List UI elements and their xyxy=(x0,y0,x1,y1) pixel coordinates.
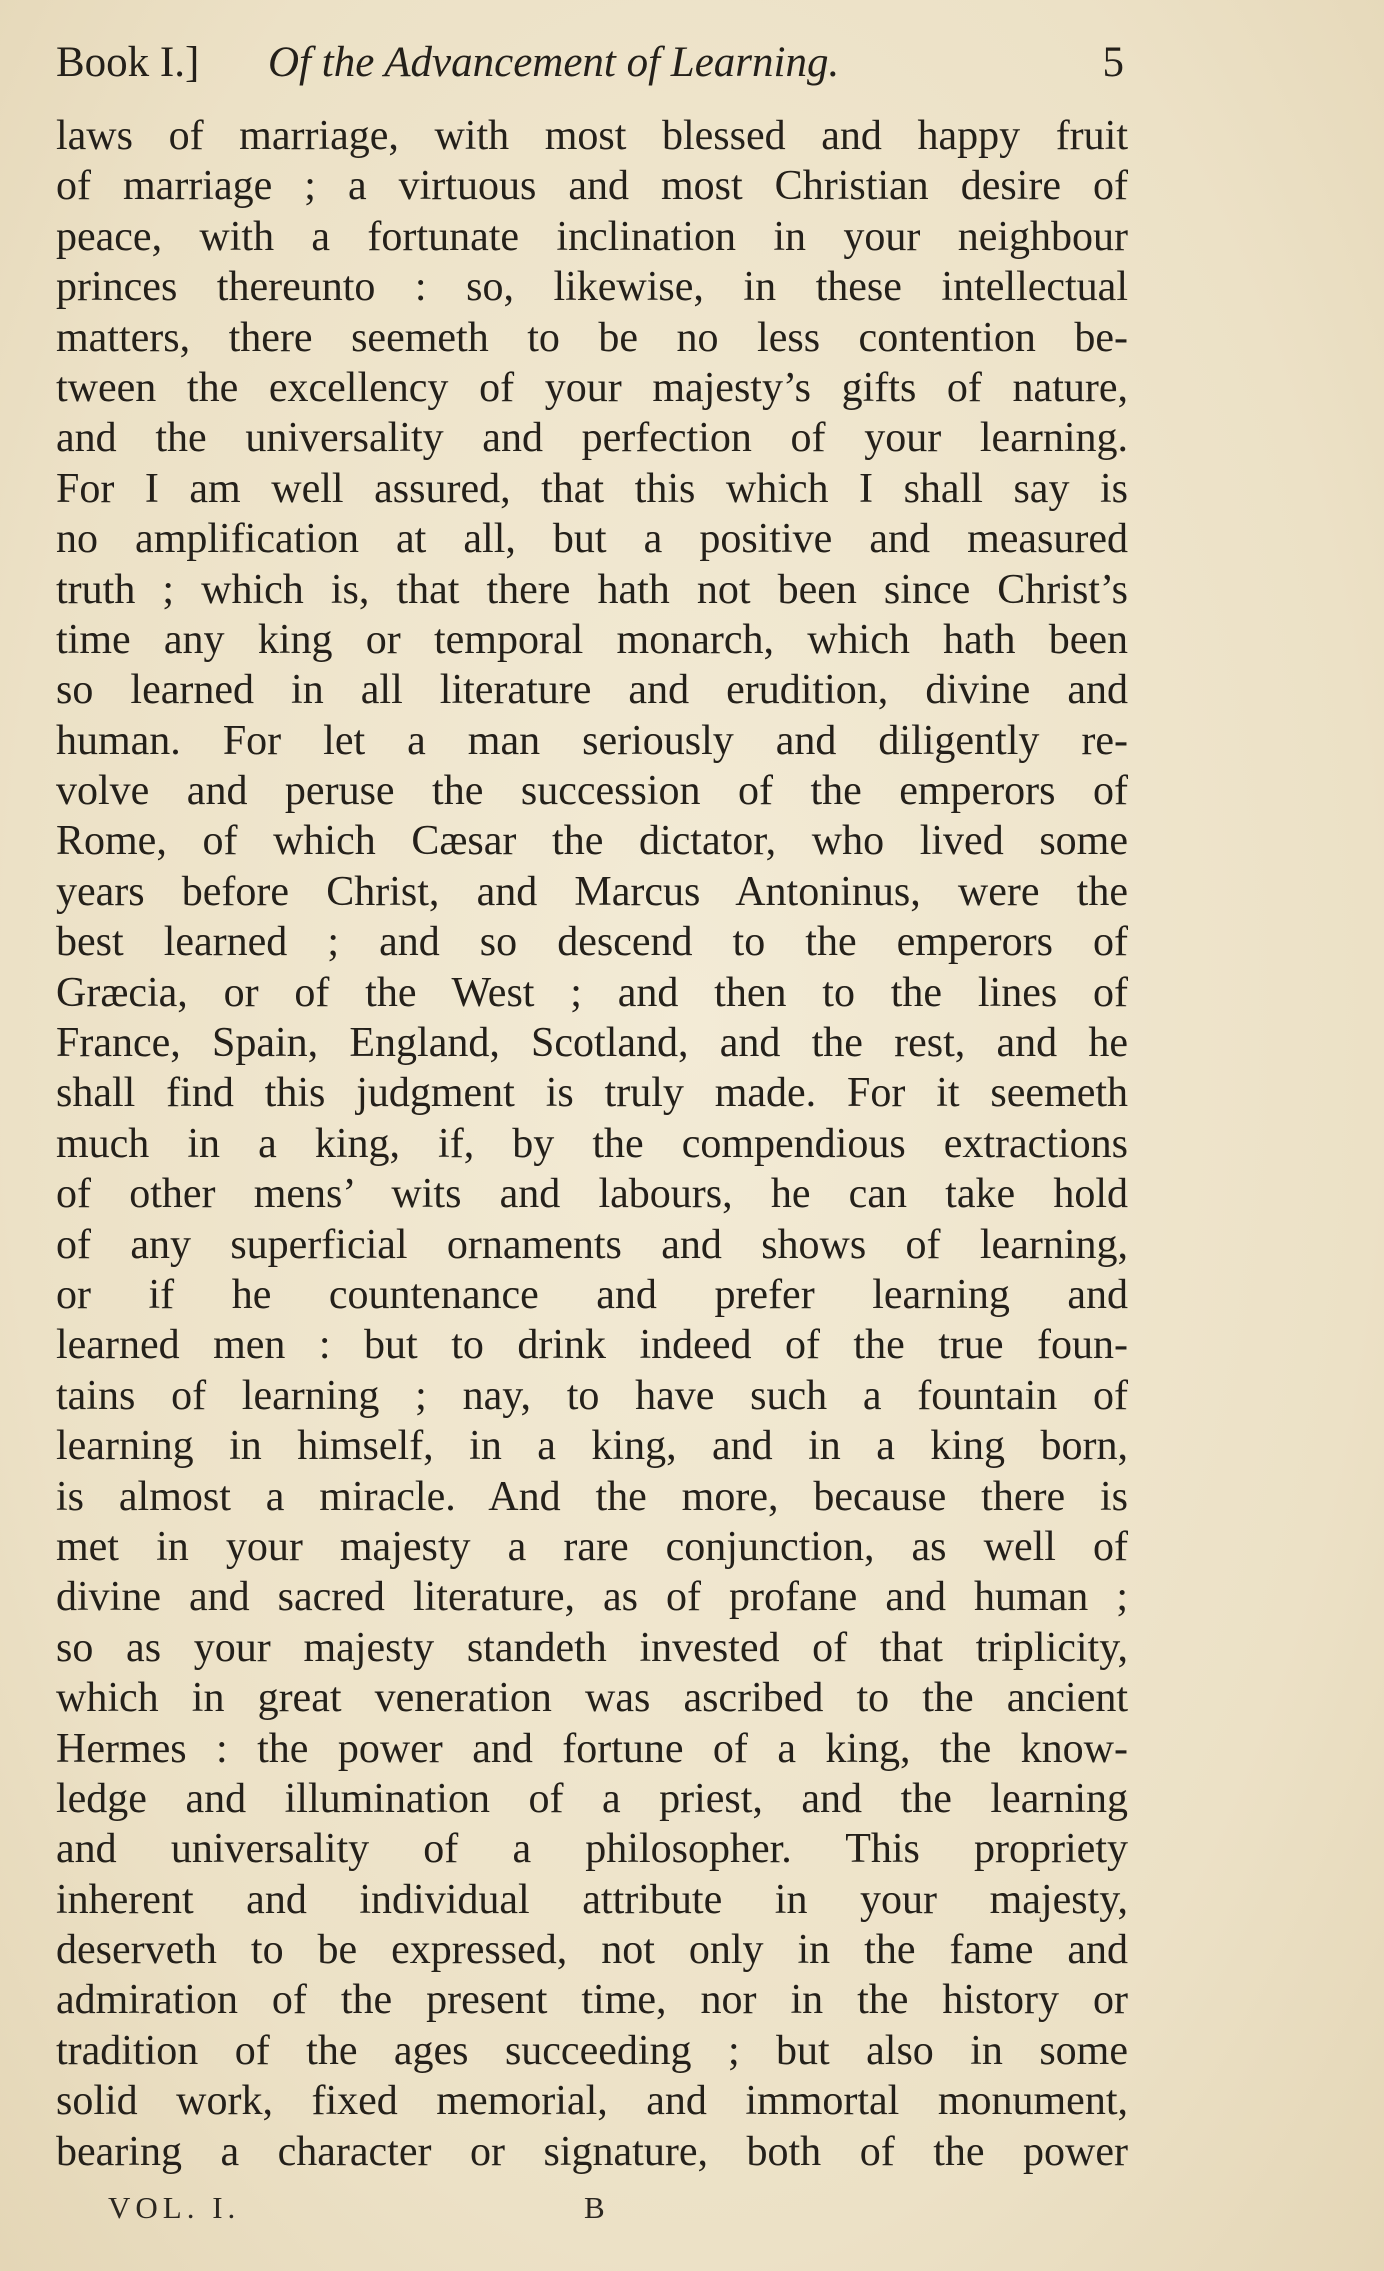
text-line: so as your majesty standeth invested of that triplicity, xyxy=(56,1624,1128,1671)
text-line: years before Christ, and Marcus Antoninus, were the xyxy=(56,868,1128,915)
text-line: shall find this judgment is truly made. For it seemeth xyxy=(56,1070,1128,1117)
text-line: time any king or temporal monarch, which hath been xyxy=(56,616,1128,663)
text-line: learned men : but to drink indeed of the true foun- xyxy=(56,1322,1128,1369)
text-line: human. For let a man seriously and diligently re- xyxy=(56,717,1128,764)
text-line: admiration of the present time, nor in the history or xyxy=(56,1977,1128,2024)
text-line: best learned ; and so descend to the emperors of xyxy=(56,919,1128,966)
text-line: and universality of a philosopher. This propriety xyxy=(56,1826,1128,1873)
text-line: truth ; which is, that there hath not been since Christ’s xyxy=(56,566,1128,613)
text-line: tradition of the ages succeeding ; but also in some xyxy=(56,2027,1128,2074)
text-line: solid work, fixed memorial, and immortal monument, xyxy=(56,2078,1128,2125)
text-line: deserveth to be expressed, not only in the fame and xyxy=(56,1927,1128,1974)
text-line: which in great veneration was ascribed to the ancient xyxy=(56,1675,1128,1722)
text-line: inherent and individual attribute in your majesty, xyxy=(56,1876,1128,1923)
running-title: Of the Advancement of Learning. xyxy=(268,39,840,86)
text-line: or if he countenance and prefer learning and xyxy=(56,1271,1128,1318)
text-line: of marriage ; a virtuous and most Christian desire of xyxy=(56,163,1128,210)
text-line: is almost a miracle. And the more, because there is xyxy=(56,1473,1128,1520)
running-head xyxy=(56,30,1124,96)
signature-mark: B xyxy=(584,2190,610,2225)
text-line: volve and peruse the succession of the emperors of xyxy=(56,768,1128,815)
text-line: so learned in all literature and erudition, divine and xyxy=(56,667,1128,714)
text-line: peace, with a fortunate inclination in your neighbour xyxy=(56,213,1128,260)
text-line: ledge and illumination of a priest, and the learning xyxy=(56,1775,1128,1822)
text-line: For I am well assured, that this which I shall say is xyxy=(56,465,1128,512)
text-line: Hermes : the power and fortune of a king, the know- xyxy=(56,1725,1128,1772)
text-line: met in your majesty a rare conjunction, as well of xyxy=(56,1523,1128,1570)
text-line: tains of learning ; nay, to have such a fountain of xyxy=(56,1372,1128,1419)
text-line: matters, there seemeth to be no less contention be- xyxy=(56,314,1128,361)
text-line: learning in himself, in a king, and in a king born, xyxy=(56,1423,1128,1470)
body-text xyxy=(56,111,1128,2177)
text-line: France, Spain, England, Scotland, and the rest, and he xyxy=(56,1020,1128,1067)
book-reference: Book I.] xyxy=(56,39,200,86)
text-line: divine and sacred literature, as of profane and human ; xyxy=(56,1574,1128,1621)
text-line: princes thereunto : so, likewise, in these intellectual xyxy=(56,264,1128,311)
text-line: Græcia, or of the West ; and then to the lines of xyxy=(56,969,1128,1016)
page-footer xyxy=(0,2186,1384,2230)
text-line: Rome, of which Cæsar the dictator, who lived some xyxy=(56,818,1128,865)
text-line: tween the excellency of your majesty’s gifts of nature, xyxy=(56,364,1128,411)
text-line: bearing a character or signature, both of the power xyxy=(56,2128,1128,2175)
text-line: of other mens’ wits and labours, he can take hold xyxy=(56,1171,1128,1218)
page-number: 5 xyxy=(1102,39,1124,86)
text-line: much in a king, if, by the compendious extractions xyxy=(56,1120,1128,1167)
text-line: and the universality and perfection of your learning. xyxy=(56,415,1128,462)
text-line: of any superficial ornaments and shows of learning, xyxy=(56,1221,1128,1268)
volume-label: VOL. I. xyxy=(108,2190,241,2225)
text-line: laws of marriage, with most blessed and happy fruit xyxy=(56,113,1128,159)
text-line: no amplification at all, but a positive and measured xyxy=(56,516,1128,563)
